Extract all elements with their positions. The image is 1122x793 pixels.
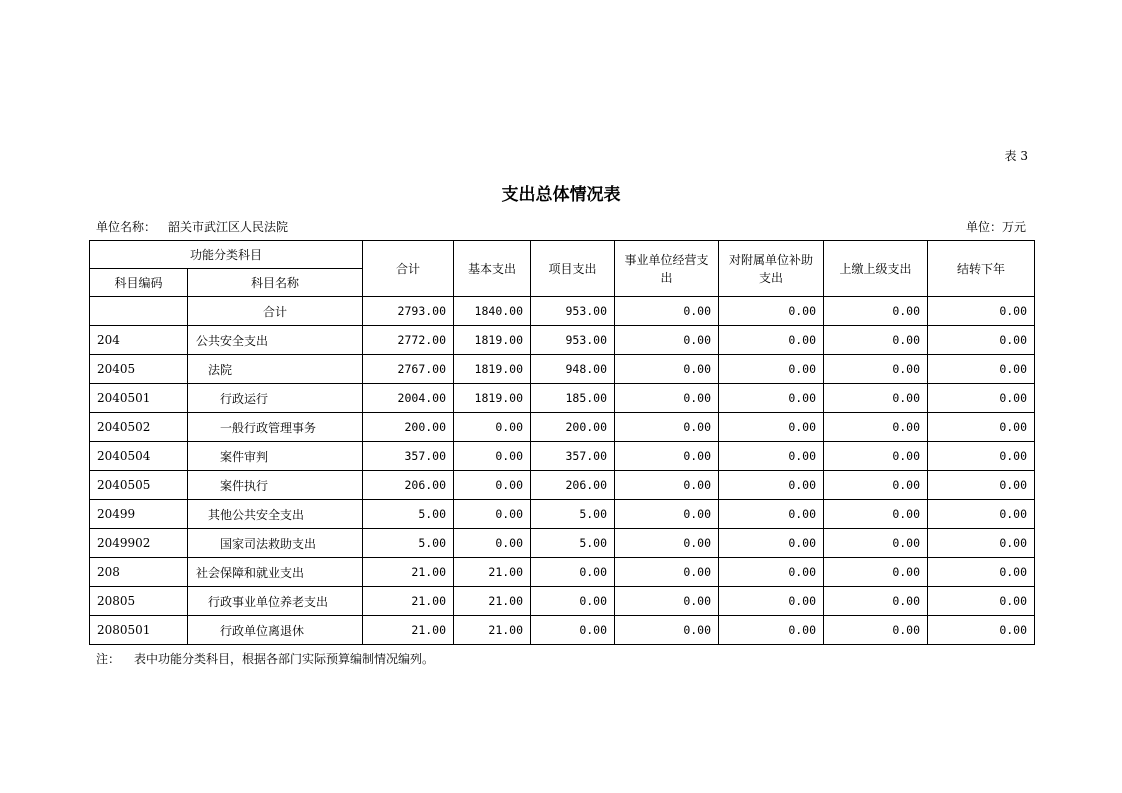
row-project: 5.00: [531, 500, 615, 529]
row-upper: 0.00: [824, 355, 928, 384]
row-business: 0.00: [615, 529, 719, 558]
table-row: [90, 558, 1035, 587]
row-total: 2793.00: [363, 297, 454, 326]
row-upper: 0.00: [824, 442, 928, 471]
row-basic: 21.00: [454, 558, 531, 587]
row-subsidy: 0.00: [719, 616, 824, 645]
table-row: [90, 297, 1035, 326]
row-project: 185.00: [531, 384, 615, 413]
row-code: 2040502: [90, 413, 188, 442]
header-total: 合计: [363, 241, 454, 297]
row-carry: 0.00: [928, 616, 1035, 645]
header-row-1: [90, 241, 1035, 269]
row-carry: 0.00: [928, 355, 1035, 384]
row-project: 357.00: [531, 442, 615, 471]
row-total: 21.00: [363, 558, 454, 587]
row-subsidy: 0.00: [719, 297, 824, 326]
row-total: 2772.00: [363, 326, 454, 355]
unit-name-value: 韶关市武江区人民法院: [168, 220, 289, 234]
footnote-label: 注：: [96, 652, 121, 666]
header-function-category: 功能分类科目: [90, 241, 363, 269]
row-project: 0.00: [531, 558, 615, 587]
row-upper: 0.00: [824, 587, 928, 616]
row-upper: 0.00: [824, 471, 928, 500]
row-basic: 0.00: [454, 529, 531, 558]
header-basic: 基本支出: [454, 241, 531, 297]
row-code: 2040504: [90, 442, 188, 471]
row-carry: 0.00: [928, 500, 1035, 529]
row-basic: 1819.00: [454, 384, 531, 413]
table-row: [90, 384, 1035, 413]
row-total: 2004.00: [363, 384, 454, 413]
footnote-text: 表中功能分类科目，根据各部门实际预算编制情况编列。: [134, 652, 435, 666]
row-name: 行政运行: [188, 384, 363, 413]
table-row: [90, 442, 1035, 471]
row-code: 2049902: [90, 529, 188, 558]
table-row: [90, 413, 1035, 442]
row-code: 204: [90, 326, 188, 355]
row-basic: 0.00: [454, 413, 531, 442]
row-project: 206.00: [531, 471, 615, 500]
row-business: 0.00: [615, 616, 719, 645]
table-row: [90, 529, 1035, 558]
row-subsidy: 0.00: [719, 529, 824, 558]
row-code: 2040501: [90, 384, 188, 413]
row-upper: 0.00: [824, 616, 928, 645]
row-business: 0.00: [615, 297, 719, 326]
row-code: 20499: [90, 500, 188, 529]
row-business: 0.00: [615, 500, 719, 529]
row-upper: 0.00: [824, 297, 928, 326]
table-row: [90, 587, 1035, 616]
row-total: 200.00: [363, 413, 454, 442]
row-business: 0.00: [615, 355, 719, 384]
header-name: 科目名称: [188, 269, 363, 297]
row-business: 0.00: [615, 442, 719, 471]
row-name: 社会保障和就业支出: [188, 558, 363, 587]
row-name: 行政事业单位养老支出: [188, 587, 363, 616]
row-name: 法院: [188, 355, 363, 384]
row-carry: 0.00: [928, 558, 1035, 587]
footnote: [96, 650, 434, 667]
row-name: 合计: [188, 297, 363, 326]
row-carry: 0.00: [928, 442, 1035, 471]
row-project: 5.00: [531, 529, 615, 558]
row-project: 948.00: [531, 355, 615, 384]
row-total: 5.00: [363, 500, 454, 529]
row-subsidy: 0.00: [719, 558, 824, 587]
row-business: 0.00: [615, 413, 719, 442]
row-subsidy: 0.00: [719, 500, 824, 529]
row-subsidy: 0.00: [719, 442, 824, 471]
row-subsidy: 0.00: [719, 326, 824, 355]
row-total: 2767.00: [363, 355, 454, 384]
row-basic: 1840.00: [454, 297, 531, 326]
row-carry: 0.00: [928, 587, 1035, 616]
table-row: [90, 471, 1035, 500]
table-number-label: 表 3: [1004, 149, 1028, 163]
row-basic: 0.00: [454, 442, 531, 471]
row-name: 一般行政管理事务: [188, 413, 363, 442]
row-basic: 1819.00: [454, 326, 531, 355]
row-name: 案件执行: [188, 471, 363, 500]
row-business: 0.00: [615, 326, 719, 355]
row-subsidy: 0.00: [719, 413, 824, 442]
unit-label: 单位：万元: [965, 220, 1026, 234]
row-carry: 0.00: [928, 297, 1035, 326]
row-project: 0.00: [531, 616, 615, 645]
table-row: [90, 500, 1035, 529]
row-basic: 1819.00: [454, 355, 531, 384]
row-upper: 0.00: [824, 529, 928, 558]
header-carry: 结转下年: [928, 241, 1035, 297]
row-total: 357.00: [363, 442, 454, 471]
header-business: 事业单位经营支出: [615, 241, 719, 297]
row-carry: 0.00: [928, 471, 1035, 500]
row-code: 2080501: [90, 616, 188, 645]
row-total: 21.00: [363, 616, 454, 645]
row-code: [90, 297, 188, 326]
row-code: 20405: [90, 355, 188, 384]
row-basic: 21.00: [454, 616, 531, 645]
row-upper: 0.00: [824, 326, 928, 355]
row-carry: 0.00: [928, 326, 1035, 355]
header-upper: 上缴上级支出: [824, 241, 928, 297]
row-code: 208: [90, 558, 188, 587]
row-upper: 0.00: [824, 384, 928, 413]
unit-name-label: 单位名称：: [96, 220, 157, 234]
row-business: 0.00: [615, 558, 719, 587]
row-project: 953.00: [531, 297, 615, 326]
header-subsidy: 对附属单位补助支出: [719, 241, 824, 297]
row-total: 5.00: [363, 529, 454, 558]
row-code: 20805: [90, 587, 188, 616]
row-business: 0.00: [615, 471, 719, 500]
table-row: [90, 355, 1035, 384]
row-name: 其他公共安全支出: [188, 500, 363, 529]
row-business: 0.00: [615, 587, 719, 616]
unit-name-line: [96, 218, 288, 235]
row-name: 案件审判: [188, 442, 363, 471]
row-subsidy: 0.00: [719, 384, 824, 413]
row-project: 953.00: [531, 326, 615, 355]
row-subsidy: 0.00: [719, 587, 824, 616]
row-business: 0.00: [615, 384, 719, 413]
row-project: 0.00: [531, 587, 615, 616]
expenditure-table: [89, 240, 1035, 645]
row-basic: 0.00: [454, 500, 531, 529]
row-code: 2040505: [90, 471, 188, 500]
row-upper: 0.00: [824, 500, 928, 529]
row-project: 200.00: [531, 413, 615, 442]
row-total: 21.00: [363, 587, 454, 616]
header-code: 科目编码: [90, 269, 188, 297]
row-carry: 0.00: [928, 384, 1035, 413]
row-name: 公共安全支出: [188, 326, 363, 355]
table-row: [90, 616, 1035, 645]
row-carry: 0.00: [928, 413, 1035, 442]
row-subsidy: 0.00: [719, 355, 824, 384]
row-upper: 0.00: [824, 413, 928, 442]
row-basic: 21.00: [454, 587, 531, 616]
row-name: 行政单位离退休: [188, 616, 363, 645]
header-project: 项目支出: [531, 241, 615, 297]
row-upper: 0.00: [824, 558, 928, 587]
row-name: 国家司法救助支出: [188, 529, 363, 558]
row-total: 206.00: [363, 471, 454, 500]
table-row: [90, 326, 1035, 355]
row-basic: 0.00: [454, 471, 531, 500]
row-carry: 0.00: [928, 529, 1035, 558]
row-subsidy: 0.00: [719, 471, 824, 500]
page-title: 支出总体情况表: [501, 185, 621, 205]
